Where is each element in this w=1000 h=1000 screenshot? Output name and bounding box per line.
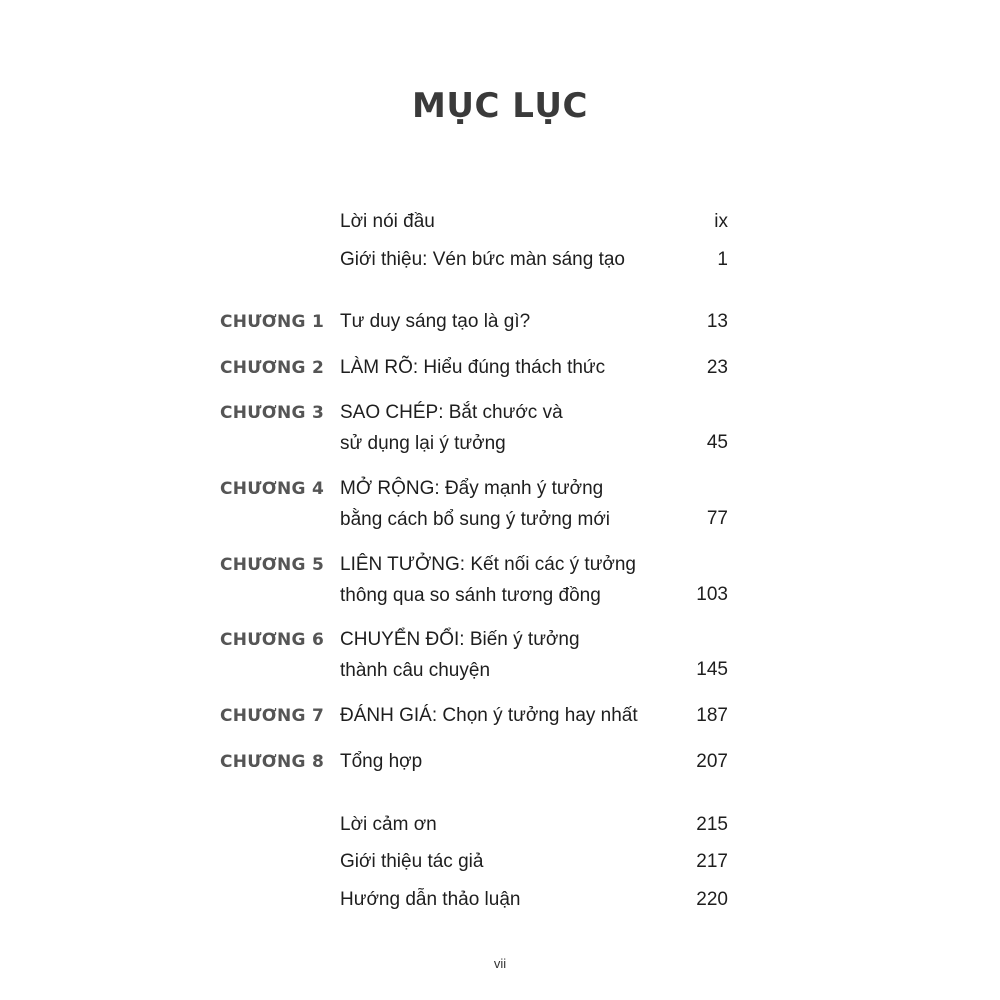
toc-entry-line: Lời nói đầu <box>340 211 435 232</box>
toc-entry-text <box>340 885 680 916</box>
toc-entry-about-author <box>0 847 1000 877</box>
toc-page-number: 217 <box>696 851 728 872</box>
toc-entry-chapter-1 <box>0 307 1000 337</box>
toc-entry-chapter-8 <box>0 747 1000 777</box>
toc-entry-preface <box>0 207 1000 237</box>
toc-entry-chapter-2 <box>0 353 1000 383</box>
toc-entry-text <box>340 810 680 841</box>
toc-entry-introduction <box>0 245 1000 275</box>
chapter-label: CHƯƠNG 5 <box>220 555 325 575</box>
toc-entry-chapter-4 <box>0 474 1000 530</box>
folio-page-number: vii <box>493 956 507 971</box>
toc-entry-text <box>340 847 680 878</box>
toc-entry-line: sử dụng lại ý tưởng <box>340 432 506 454</box>
chapter-label: CHƯƠNG 3 <box>220 403 325 423</box>
toc-entry-text <box>340 747 680 778</box>
toc-entry-line: Tư duy sáng tạo là gì? <box>340 311 531 332</box>
toc-entry-text <box>340 625 680 686</box>
toc-entry-text <box>340 245 680 276</box>
toc-entry-line: thông qua so sánh tương đồng <box>340 584 601 606</box>
toc-entry-text <box>340 474 680 535</box>
toc-entry-line: CHUYỂN ĐỔI: Biến ý tưởng <box>340 629 580 650</box>
toc-page-number: 45 <box>706 432 728 453</box>
toc-page-number: 215 <box>696 814 728 835</box>
toc-entry-chapter-6 <box>0 625 1000 681</box>
chapter-label: CHƯƠNG 7 <box>220 706 325 726</box>
toc-entry-line: thành câu chuyện <box>340 659 491 681</box>
toc-entry-line: MỞ RỘNG: Đẩy mạnh ý tưởng <box>340 478 604 499</box>
toc-page-number: 13 <box>706 311 728 332</box>
toc-entry-acknowledgements <box>0 810 1000 840</box>
toc-entry-line: Giới thiệu: Vén bức màn sáng tạo <box>340 249 625 270</box>
toc-entry-line: Giới thiệu tác giả <box>340 851 484 872</box>
toc-page-number: 207 <box>696 751 728 772</box>
toc-entry-text <box>340 701 680 732</box>
toc-entry-line: Lời cảm ơn <box>340 814 437 835</box>
toc-page-number: 23 <box>706 357 728 378</box>
toc-entry-line: bằng cách bổ sung ý tưởng mới <box>340 508 611 530</box>
toc-page-number: 220 <box>696 889 728 910</box>
toc-entry-text <box>340 307 680 338</box>
toc-page-number: 187 <box>696 705 728 726</box>
toc-entry-chapter-5 <box>0 550 1000 606</box>
toc-entry-line: Hướng dẫn thảo luận <box>340 889 521 910</box>
chapter-label: CHƯƠNG 6 <box>220 630 325 650</box>
toc-entry-discussion-guide <box>0 885 1000 915</box>
toc-entry-line: LÀM RÕ: Hiểu đúng thách thức <box>340 357 606 378</box>
chapter-label: CHƯƠNG 8 <box>220 752 325 772</box>
toc-entry-text <box>340 550 680 611</box>
toc-entry-text <box>340 398 680 459</box>
toc-entry-line: Tổng hợp <box>340 751 423 772</box>
toc-entry-line: ĐÁNH GIÁ: Chọn ý tưởng hay nhất <box>340 705 638 726</box>
toc-page-number: 77 <box>706 508 728 529</box>
toc-entry-line: LIÊN TƯỞNG: Kết nối các ý tưởng <box>340 554 637 575</box>
chapter-label: CHƯƠNG 2 <box>220 358 325 378</box>
page-title: MỤC LỤC <box>412 86 588 126</box>
chapter-label: CHƯƠNG 4 <box>220 479 325 499</box>
toc-entry-text <box>340 207 680 238</box>
toc-entry-chapter-7 <box>0 701 1000 731</box>
chapter-label: CHƯƠNG 1 <box>220 312 325 332</box>
toc-entry-line: SAO CHÉP: Bắt chước và <box>340 402 563 423</box>
toc-page-number: 103 <box>696 584 728 605</box>
toc-page-number: ix <box>714 211 728 232</box>
toc-page-number: 1 <box>717 249 728 270</box>
toc-entry-text <box>340 353 680 384</box>
toc-entry-chapter-3 <box>0 398 1000 454</box>
toc-page-number: 145 <box>696 659 728 680</box>
